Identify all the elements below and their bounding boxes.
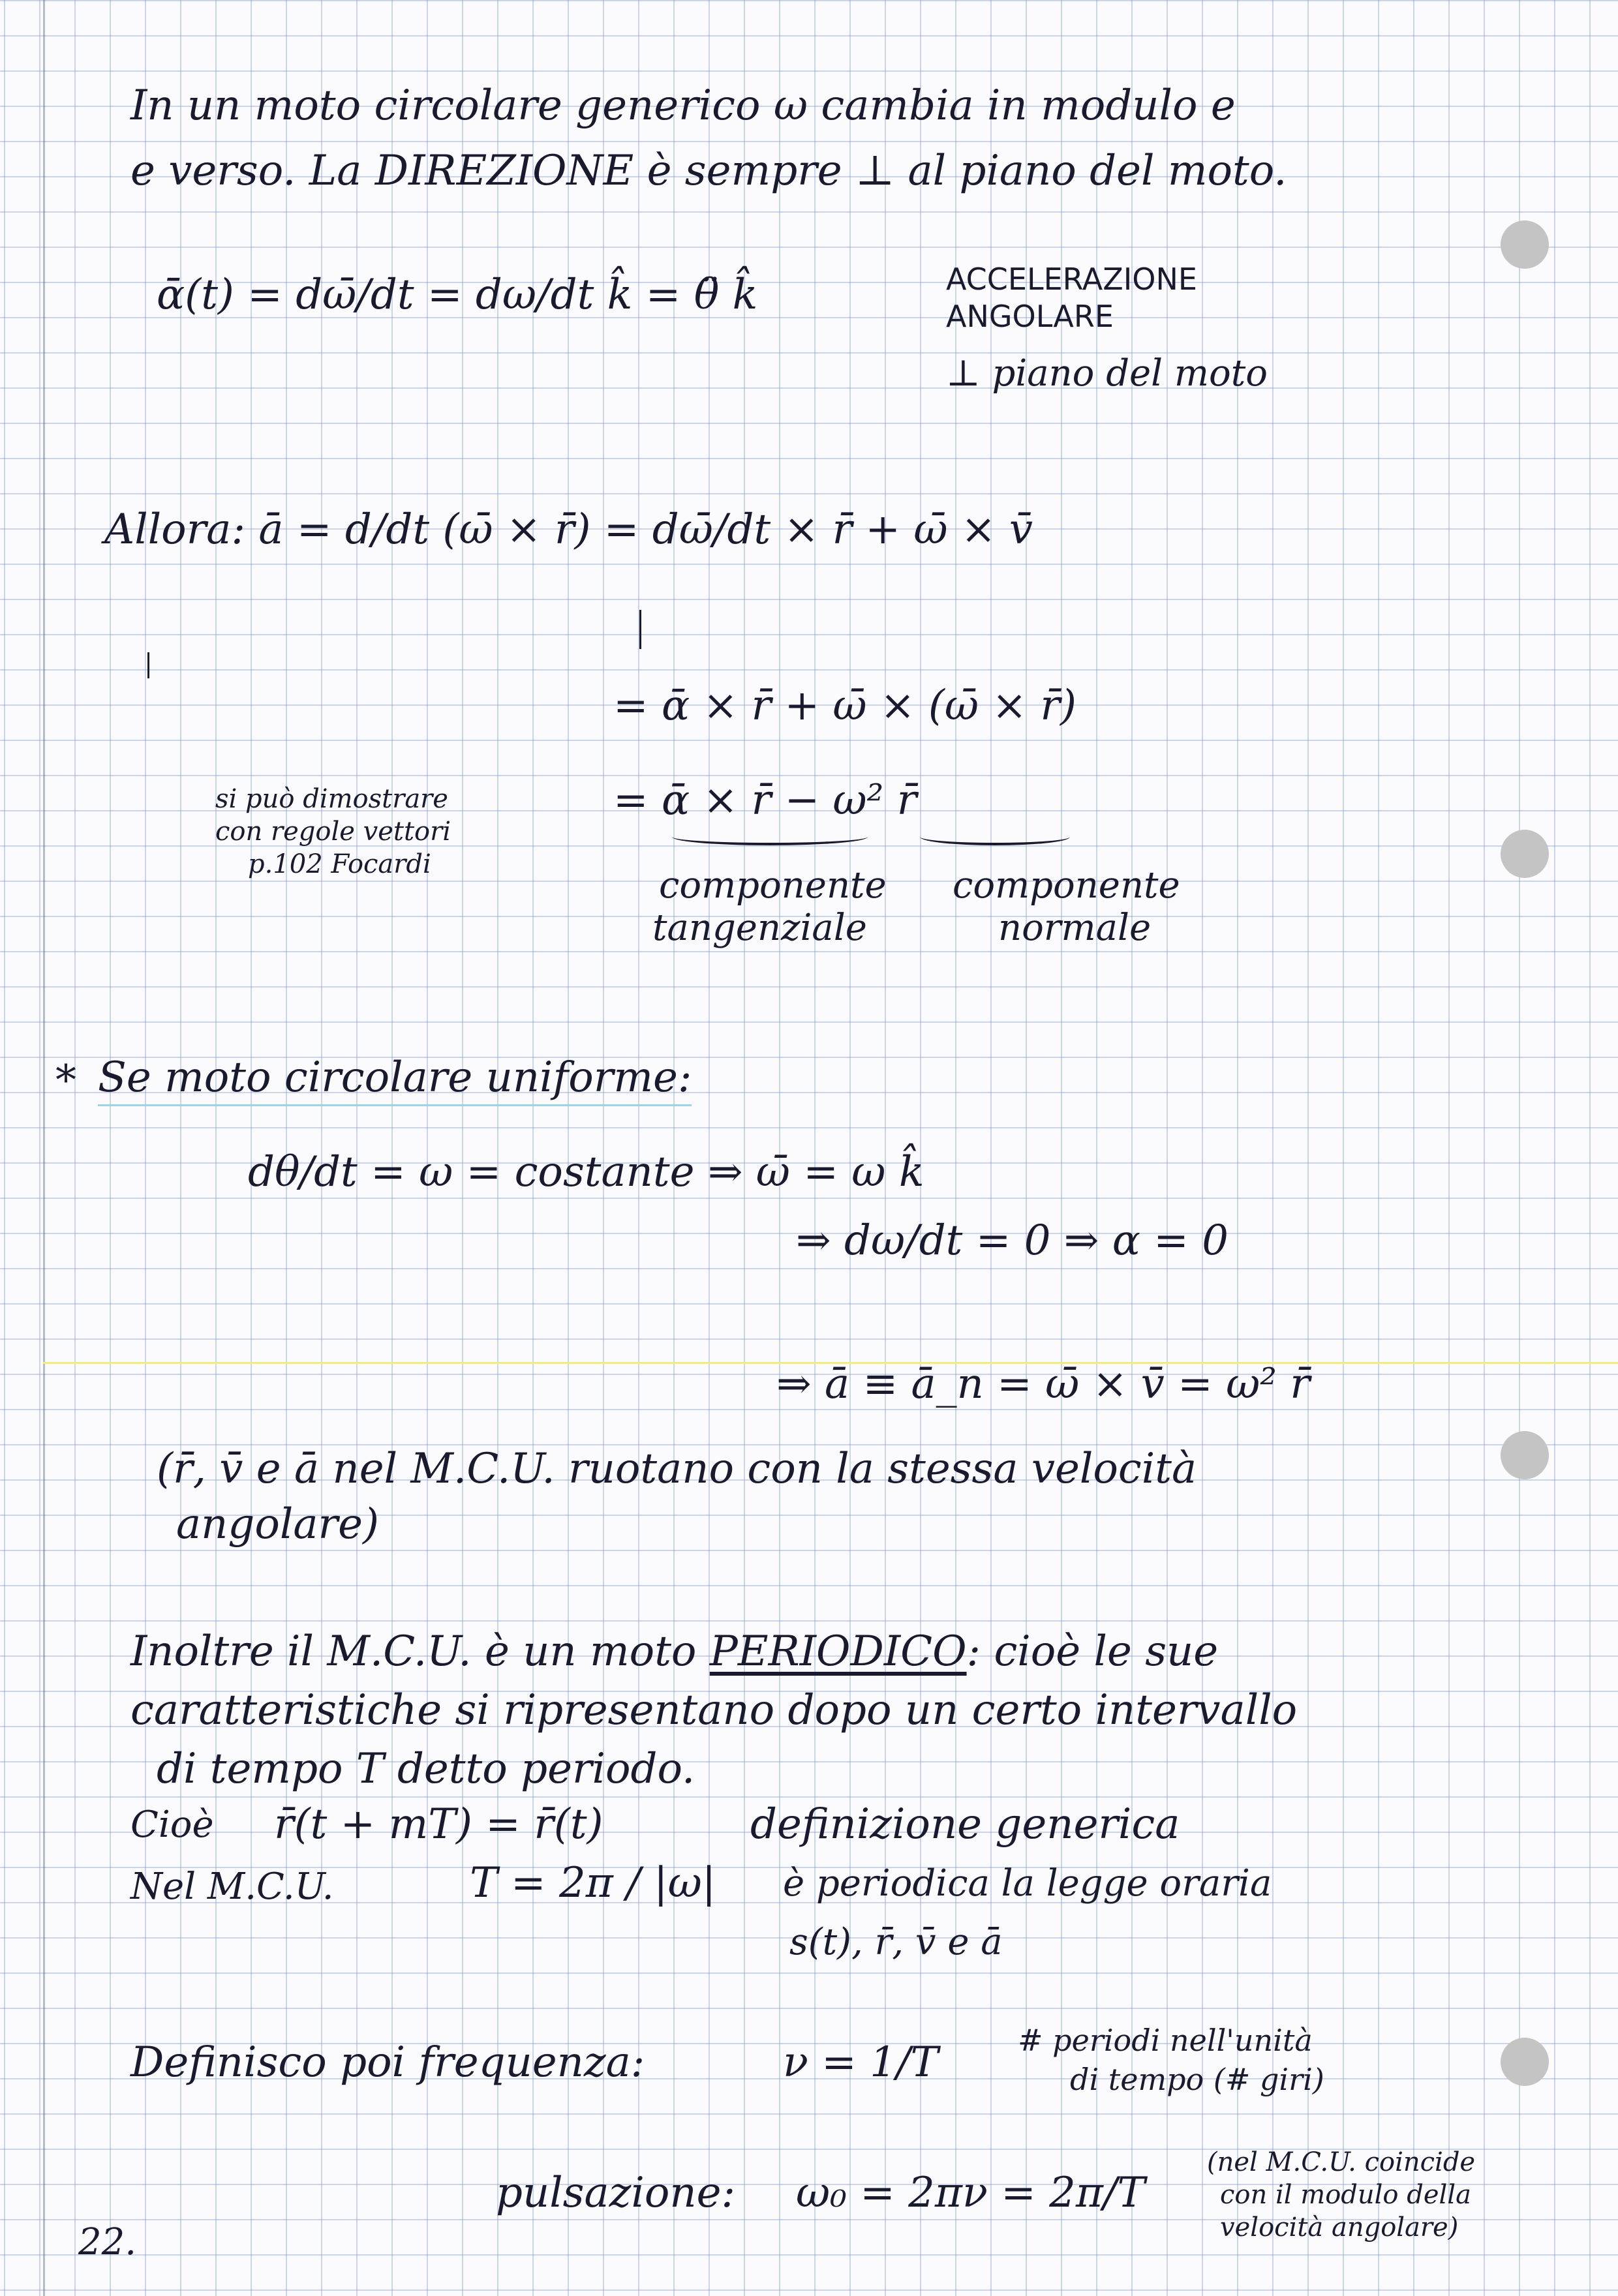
brace-tangential bbox=[672, 828, 868, 845]
binder-hole bbox=[1501, 2038, 1549, 2086]
rotation-note-2: angolare) bbox=[176, 1500, 379, 1548]
def-general-formula: r̄(t + mT) = r̄(t) bbox=[274, 1800, 603, 1849]
intro-line-1: In un moto circolare generico ω cambia in modulo e bbox=[130, 82, 1236, 130]
frequency-note-1: # periodi nell'unità bbox=[1018, 2023, 1313, 2058]
binder-hole bbox=[1501, 1431, 1549, 1479]
mcu-period-label: Nel M.C.U. bbox=[130, 1865, 334, 1908]
periodic-word: PERIODICO bbox=[709, 1627, 967, 1676]
pulsation-note-3: velocità angolare) bbox=[1220, 2213, 1459, 2243]
periodic-line-2: caratteristiche si ripresentano dopo un certo intervallo bbox=[130, 1686, 1298, 1734]
asterisk-icon: * bbox=[55, 1057, 76, 1105]
margin-tick bbox=[147, 652, 149, 678]
derivation-line-3: = ᾱ × r̄ − ω² r̄ bbox=[613, 776, 917, 824]
binder-hole bbox=[1501, 220, 1549, 269]
component-tangential-1: componente bbox=[659, 864, 887, 907]
frequency-note-2: di tempo (# giri) bbox=[1070, 2062, 1324, 2097]
def-general-label: Cioè bbox=[130, 1804, 214, 1846]
page-number: 22. bbox=[78, 2221, 137, 2263]
derivation-note-3: p.102 Focardi bbox=[248, 849, 431, 879]
mcu-line-2: ⇒ dω/dt = 0 ⇒ α = 0 bbox=[796, 1216, 1229, 1265]
def-general-text: definizione generica bbox=[750, 1800, 1180, 1849]
mcu-heading bbox=[98, 1053, 692, 1102]
brace-normal bbox=[920, 828, 1070, 845]
alpha-label-perpendicular: ⊥ piano del moto bbox=[946, 352, 1268, 395]
pulsation-label: pulsazione: bbox=[496, 2169, 736, 2217]
pulsation-formula: ω₀ = 2πν = 2π/T bbox=[796, 2169, 1146, 2217]
component-tangential-2: tangenziale bbox=[652, 907, 867, 949]
intro-line-2: e verso. La DIREZIONE è sempre ⊥ al piano del moto. bbox=[130, 147, 1287, 195]
derivation-line-2: = ᾱ × r̄ + ω̄ × (ω̄ × r̄) bbox=[613, 682, 1076, 730]
pulsation-note-2: con il modulo della bbox=[1220, 2180, 1471, 2210]
mcu-period-formula: T = 2π / |ω| bbox=[470, 1859, 716, 1907]
pulsation-note-1: (nel M.C.U. coincide bbox=[1207, 2147, 1476, 2177]
mcu-period-text-2: s(t), r̄, v̄ e ā bbox=[789, 1921, 1003, 1963]
component-normal-2: normale bbox=[998, 907, 1152, 949]
mcu-period-text-1: è periodica la legge oraria bbox=[783, 1862, 1272, 1905]
margin-line bbox=[43, 0, 45, 2296]
periodic-line-3: di tempo T detto periodo. bbox=[157, 1745, 695, 1793]
alpha-label-angular: ANGOLARE bbox=[946, 299, 1114, 334]
derivation-mark bbox=[639, 610, 641, 649]
periodic-line-1b: : cioè le sue bbox=[966, 1627, 1219, 1676]
alpha-definition: ᾱ(t) = dω̄/dt = dω/dt k̂ = θ̈ k̂ bbox=[157, 271, 758, 319]
periodic-line-1a: Inoltre il M.C.U. è un moto bbox=[130, 1627, 697, 1676]
component-normal-1: componente bbox=[953, 864, 1180, 907]
derivation-note-2: con regole vettori bbox=[215, 817, 451, 847]
mcu-line-1: dθ/dt = ω = costante ⇒ ω̄ = ω k̂ bbox=[248, 1148, 924, 1196]
binder-hole bbox=[1501, 830, 1549, 878]
periodic-line-1 bbox=[130, 1627, 1219, 1676]
frequency-formula: ν = 1/T bbox=[783, 2038, 939, 2087]
mcu-line-3: ⇒ ā ≡ ā_n = ω̄ × v̄ = ω² r̄ bbox=[776, 1360, 1310, 1408]
frequency-label: Definisco poi frequenza: bbox=[130, 2038, 645, 2087]
rotation-note-1: (r̄, v̄ e ā nel M.C.U. ruotano con la stessa velocità bbox=[157, 1445, 1197, 1493]
mcu-heading-text: Se moto circolare uniforme: bbox=[98, 1053, 692, 1106]
alpha-label-acceleration: ACCELERAZIONE bbox=[946, 262, 1197, 297]
derivation-note-1: si può dimostrare bbox=[215, 784, 448, 814]
derivation-line-1: Allora: ā = d/dt (ω̄ × r̄) = dω̄/dt × r̄ + ω̄ × v̄ bbox=[104, 506, 1033, 554]
